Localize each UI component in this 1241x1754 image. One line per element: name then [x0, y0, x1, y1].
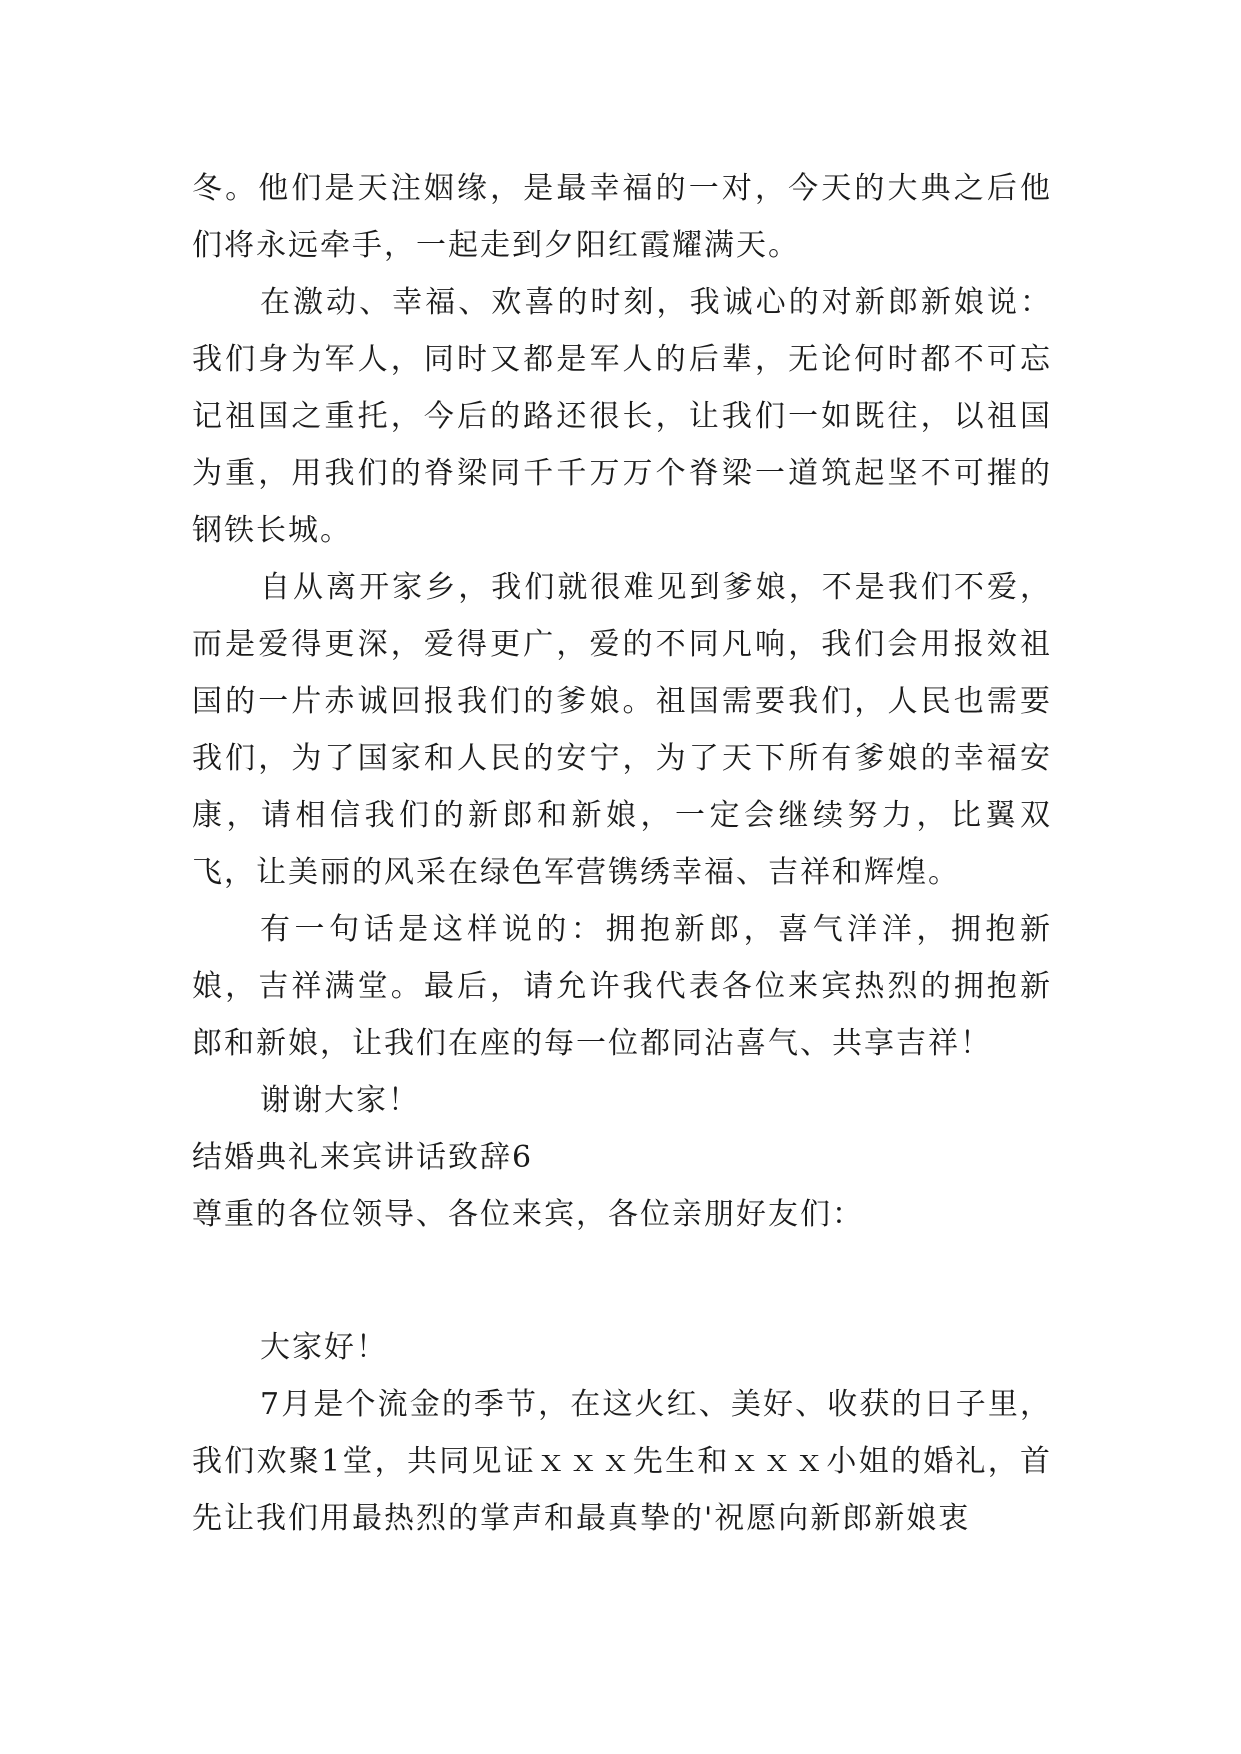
greeting: 大家好！	[260, 1330, 388, 1365]
salutation: 尊重的各位领导、各位来宾，各位亲朋好友们：	[192, 1197, 864, 1232]
document-body	[192, 160, 1052, 1547]
paragraph-military-duty: 在激动、幸福、欢喜的时刻，我诚心的对新郎新娘说：我们身为军人，同时又都是军人的后辈，无论何时都不可忘记祖国之重托，今后的路还很长，让我们一如既往，以祖国为重，用我们的脊梁同千千万万个脊梁一道筑起坚不可摧的钢铁长城。	[192, 285, 1052, 548]
paragraph-july: 7月是个流金的季节，在这火红、美好、收获的日子里，我们欢聚1堂，共同见证ｘｘｘ先生和ｘｘｘ小姐的婚礼，首先让我们用最热烈的掌声和最真挚的'祝愿向新郎新娘衷	[192, 1387, 1052, 1536]
paragraph-blessing: 有一句话是这样说的：拥抱新郎，喜气洋洋，拥抱新娘，吉祥满堂。最后，请允许我代表各位来宾热烈的拥抱新郎和新娘，让我们在座的每一位都同沾喜气、共享吉祥！	[192, 912, 1052, 1061]
blank-line	[192, 1243, 1052, 1319]
paragraph-continuation: 冬。他们是天注姻缘，是最幸福的一对，今天的大典之后他们将永远牵手，一起走到夕阳红霞耀满天。	[192, 171, 1052, 263]
paragraph-thanks: 谢谢大家！	[260, 1083, 420, 1118]
section-heading: 结婚典礼来宾讲话致辞6	[192, 1140, 534, 1175]
paragraph-parents: 自从离开家乡，我们就很难见到爹娘，不是我们不爱，而是爱得更深，爱得更广，爱的不同凡响，我们会用报效祖国的一片赤诚回报我们的爹娘。祖国需要我们，人民也需要我们，为了国家和人民的安宁，为了天下所有爹娘的幸福安康，请相信我们的新郎和新娘，一定会继续努力，比翼双飞，让美丽的风采在绿色军营镌绣幸福、吉祥和辉煌。	[192, 570, 1052, 890]
